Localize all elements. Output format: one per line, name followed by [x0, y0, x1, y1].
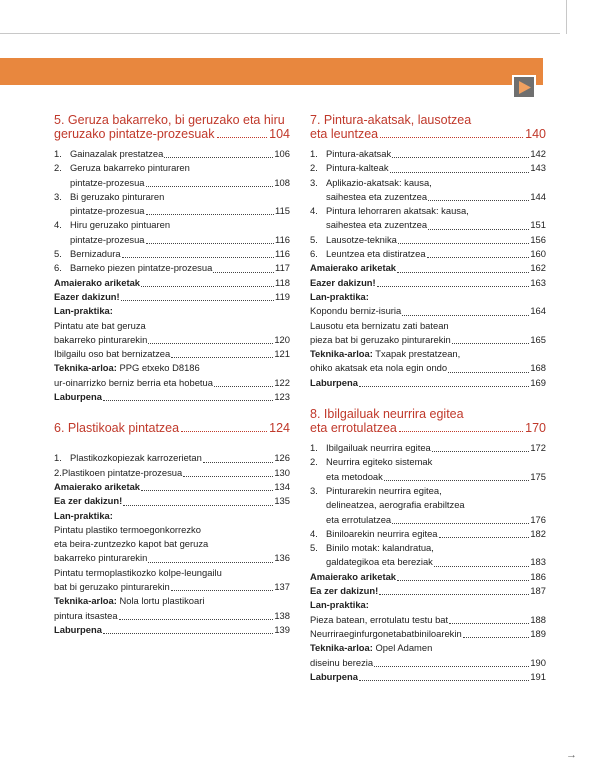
- dot-leader: [148, 343, 273, 344]
- toc-entry-title: Teknika-arloa:: [310, 348, 373, 360]
- dot-leader: [384, 480, 530, 481]
- toc-entry-number: 1.: [310, 442, 318, 454]
- toc-entry-title: bakarreko pinturarekin: [54, 333, 148, 345]
- toc-entry-number: 5.: [310, 542, 318, 554]
- toc-entry-title: Pintura-kalteak: [326, 162, 389, 174]
- dot-leader: [146, 214, 275, 215]
- toc-page-number: 169: [530, 376, 546, 388]
- toc-page-number: 190: [530, 656, 546, 668]
- toc-entry-title: Lan-praktika:: [54, 305, 113, 317]
- dot-leader: [148, 562, 273, 563]
- toc-entry-number: 1.: [54, 148, 62, 159]
- dot-leader: [427, 257, 530, 258]
- toc-entry: [310, 484, 546, 498]
- toc-entry-subtitle: Opel Adamen: [372, 642, 433, 654]
- toc-entry: [54, 190, 290, 204]
- chapter-7-heading[interactable]: 7. Pintura-akatsak, lausotzea eta leuntzea 140: [310, 113, 546, 141]
- dot-leader: [434, 566, 529, 567]
- toc-column-right: [310, 113, 546, 684]
- toc-entry[interactable]: [310, 233, 546, 247]
- toc-entry[interactable]: [310, 613, 546, 627]
- toc-entry-title: Amaierako ariketak: [310, 570, 396, 582]
- toc-entry-title: Kopondu berniz-isuria: [310, 305, 402, 317]
- dot-leader: [183, 476, 273, 477]
- toc-entry[interactable]: [54, 466, 290, 480]
- dot-leader: [439, 537, 530, 538]
- toc-page-number: 134: [274, 480, 290, 492]
- toc-entry-title: Laburpena: [54, 623, 102, 635]
- dot-leader: [379, 594, 529, 595]
- toc-entry: [54, 523, 290, 537]
- toc-entry[interactable]: [54, 147, 290, 161]
- toc-entry-title: delineatzea, aerografia erabiltzea: [326, 499, 465, 511]
- toc-entry[interactable]: [54, 390, 290, 404]
- dot-leader: [123, 505, 273, 506]
- toc-entry-number: 3.: [54, 190, 62, 202]
- dot-leader: [214, 386, 273, 387]
- toc-entry[interactable]: [54, 276, 290, 290]
- toc-entry: [310, 598, 546, 612]
- toc-entry-title: Lausotze-teknika: [326, 233, 397, 245]
- toc-entry-number: 6.: [310, 248, 318, 260]
- toc-entry-number: 4.: [54, 219, 62, 231]
- toc-entry: [54, 161, 290, 175]
- header-banner: [0, 58, 543, 85]
- toc-entry-title: Amaierako ariketak: [54, 480, 140, 492]
- toc-entry-title: Teknika-arloa:: [310, 642, 373, 654]
- dot-leader: [377, 286, 530, 287]
- toc-page-number: 135: [274, 495, 290, 507]
- toc-entry-title: eta metodoak: [326, 470, 383, 482]
- toc-entry[interactable]: [310, 304, 546, 318]
- toc-entry-number: 3.: [310, 176, 318, 188]
- toc-entry-title: eta errotulatzea: [326, 513, 392, 525]
- toc-entry[interactable]: [54, 204, 290, 218]
- toc-entry: [310, 347, 546, 361]
- toc-entry-title: Pintura-akatsak: [326, 148, 392, 159]
- toc-entry[interactable]: [54, 480, 290, 494]
- toc-page-number: 176: [530, 513, 546, 525]
- toc-entry-title: Amaierako ariketak: [310, 262, 396, 274]
- toc-entry[interactable]: [310, 527, 546, 541]
- toc-entry-title: Neurrira egiteko sistemak: [326, 456, 433, 468]
- toc-entry[interactable]: [54, 247, 290, 261]
- dot-leader: [463, 637, 530, 638]
- dot-leader: [392, 523, 529, 524]
- toc-page-number: 117: [275, 262, 290, 274]
- toc-entry-title: Aplikazio-akatsak: kausa,: [326, 176, 432, 188]
- dot-leader: [374, 666, 529, 667]
- toc-entry[interactable]: [54, 176, 290, 190]
- toc-entry-title: Ibilgailu oso bat bernizatzea: [54, 348, 171, 360]
- toc-entry-subtitle: Nola lortu plastikoari: [116, 595, 205, 607]
- toc-entry-title: bat bi geruzako pinturarekin: [54, 581, 170, 593]
- toc-entry-title: Ea zer dakizun!: [310, 585, 379, 597]
- toc-page-number: 144: [530, 190, 546, 202]
- toc-entry[interactable]: [310, 670, 546, 684]
- dot-leader: [121, 300, 274, 301]
- toc-entry-title: Laburpena: [54, 391, 102, 403]
- toc-entry[interactable]: [310, 333, 546, 347]
- toc-entry[interactable]: [310, 627, 546, 641]
- toc-entry-number: 2.: [310, 456, 318, 468]
- toc-entry[interactable]: [54, 347, 290, 361]
- toc-entry-title: Hiru geruzako pintuaren: [70, 219, 171, 231]
- toc-page-number: 183: [530, 556, 546, 568]
- toc-page-number: 189: [530, 627, 546, 639]
- toc-entry-title: Biniloarekin neurrira egitea: [326, 527, 438, 539]
- toc-page-number: 156: [530, 233, 546, 245]
- dot-leader: [397, 580, 529, 581]
- toc-entry-number: 1.: [310, 148, 318, 159]
- dot-leader: [392, 157, 529, 158]
- toc-entry-title: pintura itsastea: [54, 609, 118, 621]
- dot-leader: [213, 272, 274, 273]
- toc-entry: [310, 641, 546, 655]
- toc-entry-title: pieza bat bi geruzako pinturarekin: [310, 333, 451, 345]
- toc-entry-title: Gainazalak prestatzea: [70, 148, 164, 159]
- toc-entry: [54, 319, 290, 333]
- toc-page-number: 162: [530, 262, 546, 274]
- dot-leader: [203, 462, 274, 463]
- toc-entry-title: Pintatu termoplastikozko kolpe-leungailu: [54, 566, 222, 578]
- toc-entry[interactable]: [54, 261, 290, 275]
- toc-page-number: 191: [530, 670, 546, 682]
- dot-leader: [428, 200, 529, 201]
- dot-leader: [432, 451, 530, 452]
- toc-entry: [310, 498, 546, 512]
- toc-entry: [54, 594, 290, 608]
- toc-page-number: 163: [530, 276, 546, 288]
- toc-entry[interactable]: [310, 441, 546, 455]
- toc-entry[interactable]: [54, 290, 290, 304]
- toc-entry-title: Lan-praktika:: [310, 599, 369, 611]
- dot-leader: [402, 315, 529, 316]
- toc-entry-title: Teknika-arloa:: [54, 595, 117, 607]
- toc-entry-title: Laburpena: [310, 670, 358, 682]
- next-arrow-icon[interactable]: →: [566, 749, 577, 761]
- toc-entry-number: 4.: [310, 205, 318, 217]
- toc-page-number: 165: [530, 333, 546, 345]
- toc-entry[interactable]: [310, 361, 546, 375]
- toc-entry[interactable]: [310, 247, 546, 261]
- toc-page-number: 122: [274, 376, 290, 388]
- toc-entry-title: Pintura lehorraren akatsak: kausa,: [326, 205, 469, 217]
- dot-leader: [119, 619, 274, 620]
- dot-leader: [449, 623, 529, 624]
- toc-entry-title: Plastikozkopiezak karrozerietan: [70, 452, 202, 464]
- toc-page-number: 138: [274, 609, 290, 621]
- toc-page-number: 137: [274, 581, 290, 593]
- toc-entry-number: 4.: [310, 527, 318, 539]
- toc-page-number: 108: [274, 176, 290, 188]
- toc-entry-title: Eazer dakizun!: [310, 276, 376, 288]
- toc-entry[interactable]: [54, 623, 290, 637]
- toc-entry-number: 3.: [310, 484, 318, 496]
- toc-entry: [54, 218, 290, 232]
- dot-leader: [146, 243, 275, 244]
- toc-page-number: 120: [274, 333, 290, 345]
- dot-leader: [103, 633, 273, 634]
- toc-entry-number: 5.: [54, 248, 62, 260]
- toc-page-number: 172: [530, 442, 546, 454]
- toc-page-number: 186: [530, 570, 546, 582]
- toc-entry-title: pintatze-prozesua: [70, 205, 145, 217]
- toc-entry-title: Pieza batean, errotulatu testu bat: [310, 613, 449, 625]
- toc-entry-title: Lausotu eta bernizatu zati batean: [310, 319, 449, 331]
- toc-entry: [54, 304, 290, 318]
- toc-page-number: 182: [530, 527, 546, 539]
- toc-page-number: 139: [274, 623, 290, 635]
- toc-entry-title: ohiko akatsak eta nola egin ondo: [310, 362, 448, 374]
- toc-entry[interactable]: [310, 261, 546, 275]
- toc-entry-title: Pintatu plastiko termoegonkorrezko: [54, 523, 201, 535]
- toc-entry-title: Bernizadura: [70, 248, 121, 260]
- toc-page-number: 136: [274, 552, 290, 564]
- toc-entry: [310, 319, 546, 333]
- toc-entry[interactable]: [54, 376, 290, 390]
- toc-page-number: 164: [530, 305, 546, 317]
- dot-leader: [359, 386, 529, 387]
- toc-entry[interactable]: [54, 451, 290, 465]
- toc-entry: [54, 509, 290, 523]
- toc-entry-title: Laburpena: [310, 376, 358, 388]
- toc-entry-title: Neurriraeginfurgonetabatbiniloarekin: [310, 627, 462, 639]
- toc-page-number: 143: [530, 162, 546, 174]
- toc-entry-title: saihestea eta zuzentzea: [326, 190, 428, 202]
- next-page-button[interactable]: [512, 75, 536, 99]
- toc-page-number: 188: [530, 613, 546, 625]
- toc-entry[interactable]: [310, 218, 546, 232]
- chapter-8-heading[interactable]: 8. Ibilgailuak neurrira egitea eta errotulatzea 170: [310, 407, 546, 436]
- toc-entry-title: ur-oinarrizko berniz berria eta hobetua: [54, 376, 213, 388]
- toc-entry: [310, 290, 546, 304]
- toc-page-number: 119: [275, 290, 290, 302]
- toc-entry-title: galdategikoa eta bereziak: [326, 556, 433, 568]
- toc-entry[interactable]: [54, 333, 290, 347]
- dot-leader: [428, 229, 529, 230]
- dot-leader: [141, 490, 273, 491]
- toc-entry-title: Eazer dakizun!: [54, 290, 120, 302]
- toc-entry-title: Lan-praktika:: [54, 509, 113, 521]
- dot-leader: [164, 157, 273, 158]
- toc-page-number: 126: [274, 452, 290, 464]
- toc-page-number: 151: [530, 219, 546, 231]
- dot-leader: [141, 286, 274, 287]
- toc-entry-number: 2.: [54, 162, 62, 174]
- top-vertical-rule: [566, 0, 567, 34]
- chapter-6-heading[interactable]: 6. Plastikoak pintatzea 124: [54, 421, 290, 436]
- toc-entry[interactable]: [54, 580, 290, 594]
- dot-leader: [397, 272, 529, 273]
- toc-entry[interactable]: [310, 656, 546, 670]
- dot-leader: [146, 186, 274, 187]
- toc-page-number: 116: [275, 233, 290, 245]
- toc-entry-title: eta beira-zuntzezko kapot bat geruza: [54, 538, 209, 550]
- toc-page-number: 175: [530, 470, 546, 482]
- dot-leader: [171, 357, 273, 358]
- toc-entry-subtitle: PPG etxeko D8186: [116, 362, 200, 374]
- toc-entry-title: diseinu berezia: [310, 656, 374, 668]
- toc-entry-title: pintatze-prozesua: [70, 233, 145, 245]
- toc-entry-title: Bi geruzako pinturaren: [70, 190, 165, 202]
- toc-entry-title: Amaierako ariketak: [54, 276, 140, 288]
- toc-page-number: 116: [275, 248, 290, 260]
- toc-entry-title: Pinturarekin neurrira egitea,: [326, 484, 442, 496]
- toc-page-number: 121: [274, 348, 290, 360]
- top-rule: [0, 33, 560, 34]
- toc-entry-title: pintatze-prozesua: [70, 176, 145, 188]
- toc-entry[interactable]: [310, 513, 546, 527]
- toc-entry-title: Ibilgailuak neurrira egitea: [326, 442, 431, 454]
- toc-entry-title: Geruza bakarreko pinturaren: [70, 162, 190, 174]
- toc-entry[interactable]: [310, 470, 546, 484]
- toc-entry: [54, 361, 290, 375]
- toc-page-number: 106: [274, 148, 290, 159]
- toc-column-left: [54, 113, 290, 637]
- dot-leader: [122, 257, 274, 258]
- toc-entry-title: saihestea eta zuzentzea: [326, 219, 428, 231]
- toc-entry-number: 5.: [310, 233, 318, 245]
- toc-page-number: 142: [530, 148, 546, 159]
- toc-entry: [310, 541, 546, 555]
- toc-entry[interactable]: [310, 376, 546, 390]
- chapter-5-heading[interactable]: 5. Geruza bakarreko, bi geruzako eta hiru geruzako pintatze-prozesuak 104: [54, 113, 290, 141]
- toc-entry-title: Barneko piezen pintatze-prozesua: [70, 262, 213, 274]
- dot-leader: [359, 680, 529, 681]
- toc-entry[interactable]: [54, 609, 290, 623]
- toc-entry[interactable]: [310, 584, 546, 598]
- dot-leader: [171, 590, 274, 591]
- toc-entry[interactable]: [310, 555, 546, 569]
- toc-entry-title: Teknika-arloa:: [54, 362, 117, 374]
- toc-entry[interactable]: [310, 147, 546, 161]
- toc-entry: [310, 204, 546, 218]
- toc-entry[interactable]: [310, 190, 546, 204]
- play-icon: [519, 81, 531, 94]
- dot-leader: [398, 243, 529, 244]
- toc-entry-title: Ea zer dakizun!: [54, 495, 123, 507]
- toc-page-number: 115: [275, 205, 290, 217]
- toc-entry-number: 6.: [54, 262, 62, 274]
- toc-entry: [310, 176, 546, 190]
- toc-entry-title: Binilo motak: kalandratua,: [326, 542, 434, 554]
- dot-leader: [452, 343, 530, 344]
- toc-entry[interactable]: [310, 161, 546, 175]
- dot-leader: [103, 400, 273, 401]
- toc-entry: [310, 455, 546, 469]
- toc-entry[interactable]: [54, 551, 290, 565]
- toc-entry-number: 1.: [54, 452, 62, 464]
- toc-page-number: 160: [530, 248, 546, 260]
- toc-entry[interactable]: [54, 494, 290, 508]
- dot-leader: [448, 372, 529, 373]
- toc-page-number: 187: [530, 585, 546, 597]
- toc-entry[interactable]: [310, 570, 546, 584]
- toc-entry-title: 2.Plastikoen pintatze-prozesua: [54, 466, 183, 478]
- toc-entry-title: bakarreko pinturarekin: [54, 552, 148, 564]
- toc-page-number: 130: [274, 466, 290, 478]
- toc-entry-subtitle: Txapak prestatzean,: [372, 348, 461, 360]
- toc-page-number: 118: [275, 276, 290, 288]
- toc-entry-title: Pintatu ate bat geruza: [54, 319, 146, 331]
- toc-entry-title: Lan-praktika:: [310, 290, 369, 302]
- toc-page-number: 123: [274, 391, 290, 403]
- toc-entry: [54, 566, 290, 580]
- toc-entry: [54, 537, 290, 551]
- toc-entry-title: Leuntzea eta distiratzea: [326, 248, 426, 260]
- toc-page-number: 168: [530, 362, 546, 374]
- toc-entry[interactable]: [310, 276, 546, 290]
- toc-entry-number: 2.: [310, 162, 318, 174]
- toc-entry[interactable]: [54, 233, 290, 247]
- dot-leader: [390, 172, 530, 173]
